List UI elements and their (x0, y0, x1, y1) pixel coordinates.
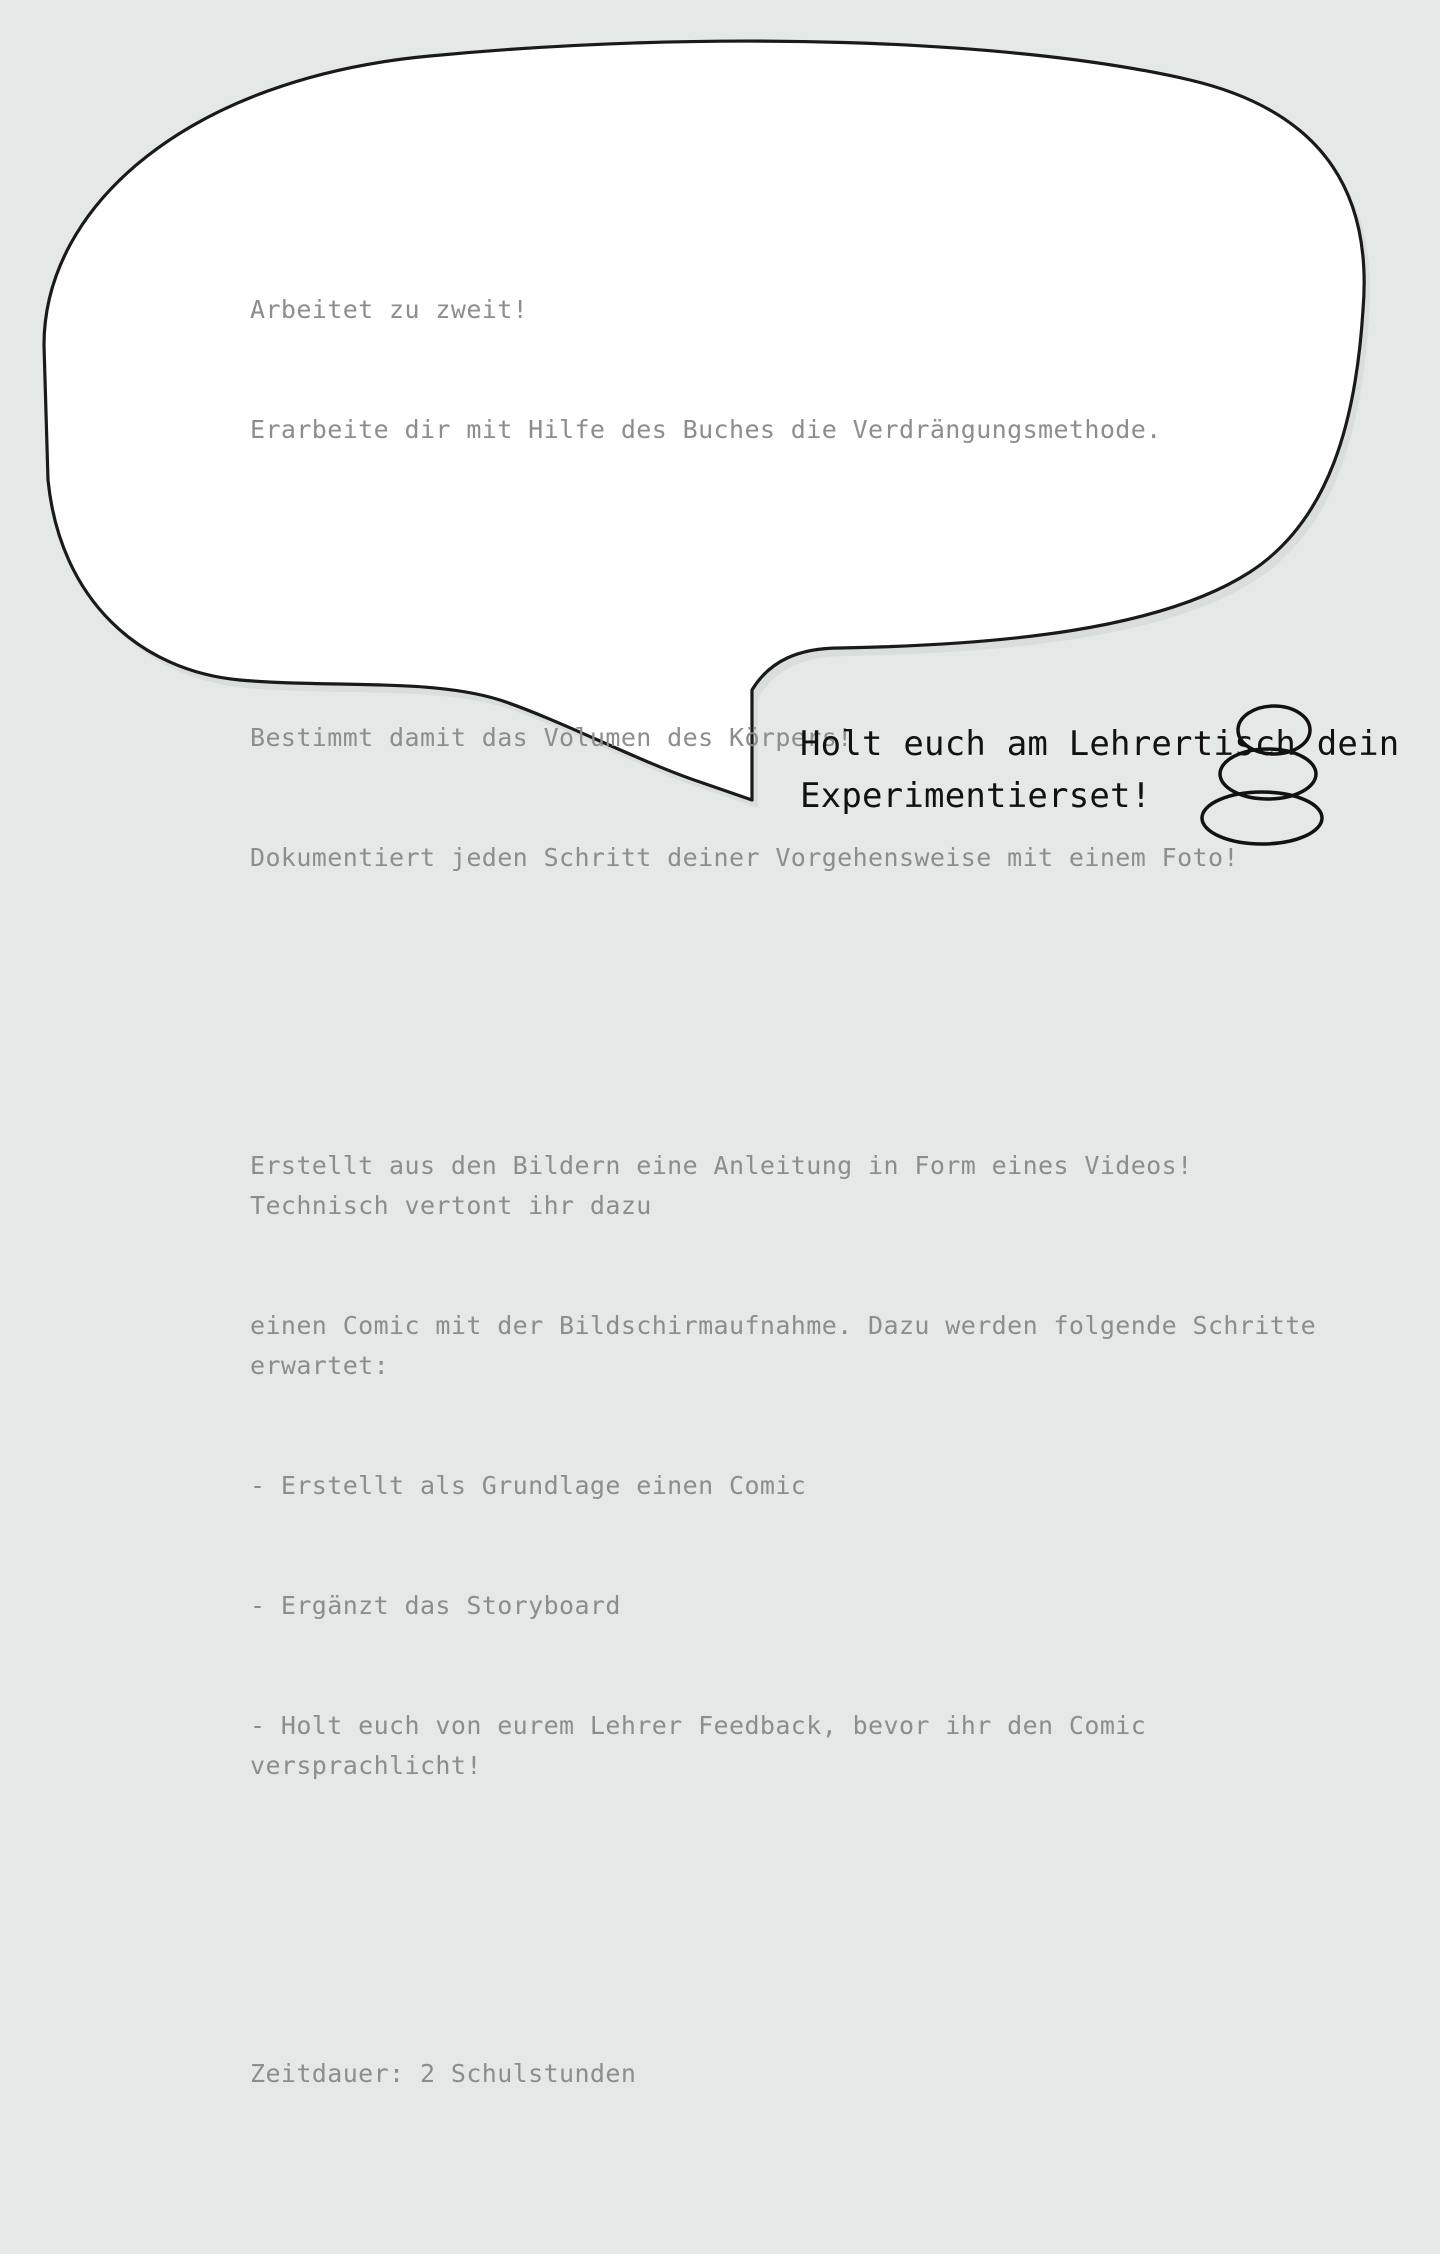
text-line: einen Comic mit der Bildschirmaufnahme. Dazu werden folgende Schritte erwartet: (250, 1311, 1332, 1380)
text-line: Dokumentiert jeden Schritt deiner Vorgehensweise mit einem Foto! (250, 843, 1239, 872)
list-item: - Erstellt als Grundlage einen Comic (250, 1471, 807, 1500)
caption-line: Holt euch am Lehrertisch dein (800, 724, 1400, 764)
text-line: Bestimmt damit das Volumen des Körpers! (250, 723, 853, 752)
text-line: Erstellt aus den Bildern eine Anleitung in Form eines Videos! Technisch vertont ihr dazu (250, 1151, 1208, 1220)
text-line: Erarbeite dir mit Hilfe des Buches die Verdrängungsmethode. (250, 415, 1162, 444)
bubble-body-text (250, 130, 1400, 2254)
paragraph-1 (250, 210, 1340, 530)
list-item: - Holt euch von eurem Lehrer Feedback, bevor ihr den Comic versprachlicht! (250, 1711, 1162, 1780)
caption-line: Experimentierset! (800, 776, 1152, 816)
paragraph-4 (250, 1974, 1340, 2174)
paragraph-3 (250, 1066, 1340, 1866)
duration-note: Zeitdauer: 2 Schulstunden (250, 2059, 637, 2088)
stacked-stones-icon (1196, 700, 1356, 850)
list-item: - Ergänzt das Storyboard (250, 1591, 621, 1620)
text-line: Arbeitet zu zweit! (250, 295, 529, 324)
